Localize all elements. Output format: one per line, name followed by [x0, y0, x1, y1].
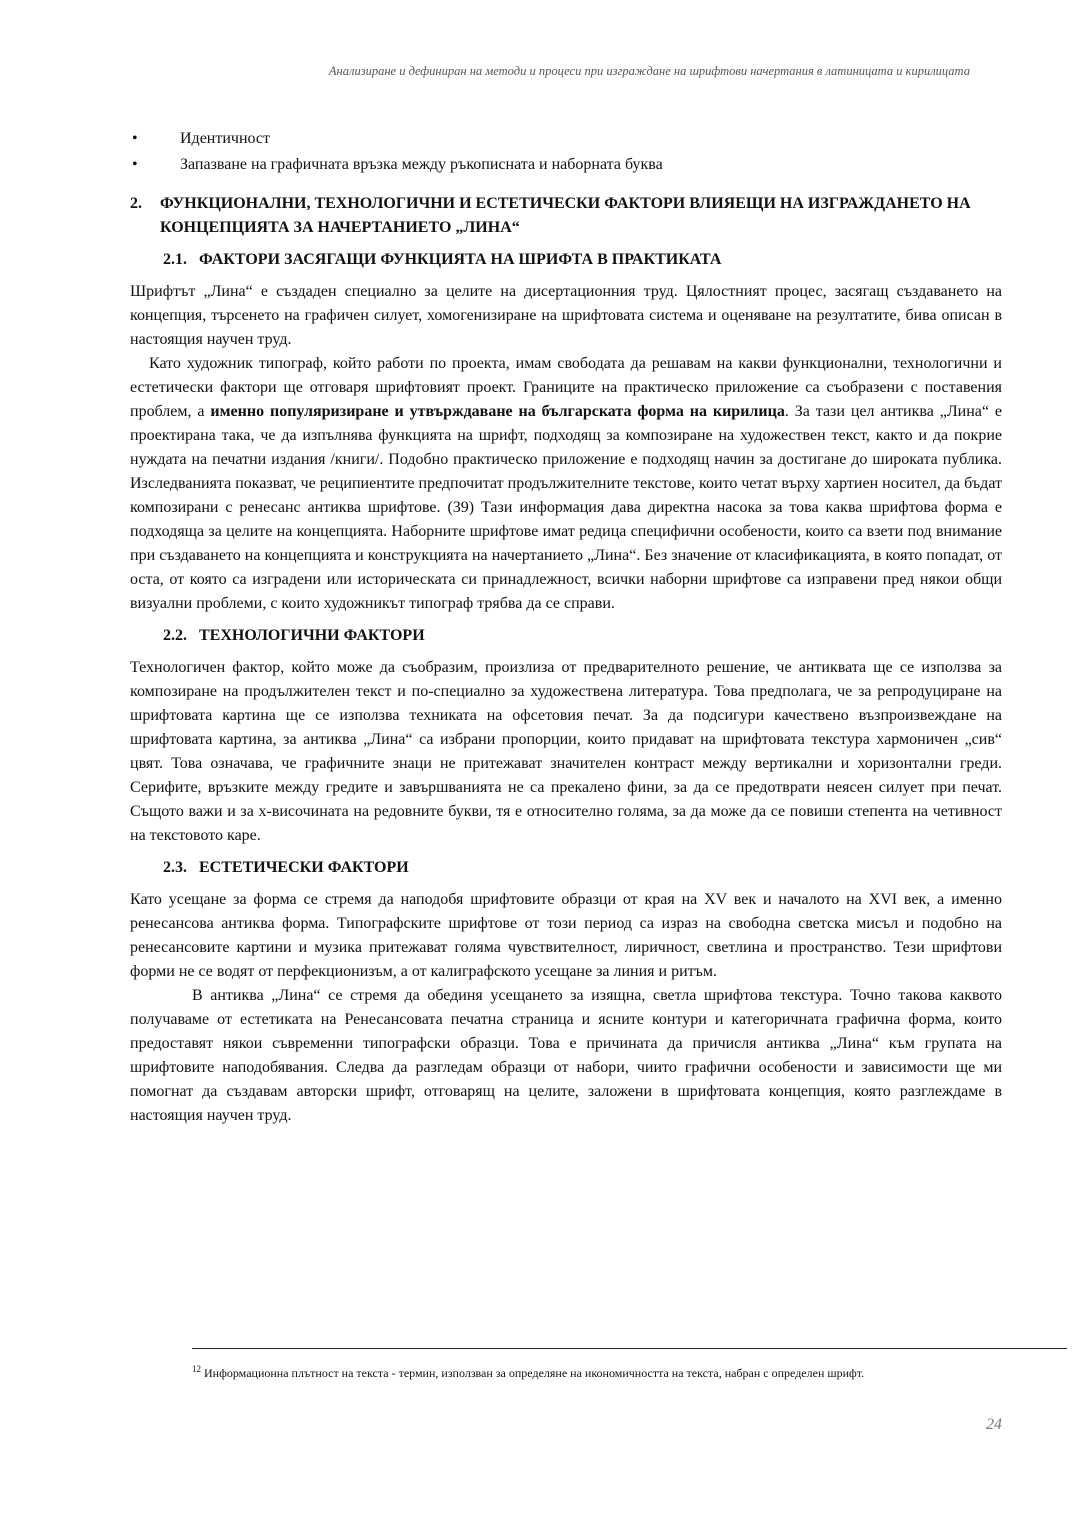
section-number: 2.2. [163, 627, 187, 644]
section-number: 2.1. [163, 251, 187, 268]
bullet-marker: • [132, 156, 138, 173]
footnote-text: Информационна плътност на текста - термин, използван за определяне на икономичността на текста, набран с определен шрифт. [201, 1366, 865, 1380]
bullet-text: Запазване на графичната връзка между ръкописната и наборната буква [180, 156, 663, 173]
bullet-text: Идентичност [180, 130, 271, 147]
section-2-2-heading [163, 624, 1002, 648]
section-number: 2.3. [163, 859, 187, 876]
section-title: ФАКТОРИ ЗАСЯГАЩИ ФУНКЦИЯТА НА ШРИФТА В ПРАКТИКАТА [199, 251, 722, 268]
list-item [130, 152, 1002, 178]
section-2-1-heading [163, 248, 1002, 272]
page-body [130, 126, 1002, 1128]
running-header: Анализиране и дефиниран на методи и процеси при изграждане на шрифтови начертания в латиницата и кирилицата [328, 64, 970, 78]
list-item [130, 126, 1002, 152]
paragraph [130, 352, 1002, 616]
paragraph-text: . За тази цел антиква „Лина“ е проектирана така, че да изпълнява функцията на шрифт, подходящ за композиране на художествен текст, както и да покрие нуждата на печатни издания /книги/. Подобно практическо приложение е подходящ начин за достигане до широката публика. Изследванията показват, че реципиентите предпочитат продължителните текстове, които четат върху хартиен носител, да бъдат композирани с ренесанс антиква шрифтове. (39) Тази информация дава директна насока за това каква шрифтова форма е подходяща за целите на концепцията. Наборните шрифтове имат редица специфични особености, които са взети под внимание при създаването на концепцията и конструкцията на начертанието „Лина“. Без значение от класификацията, в която попадат, от оста, от която са изградени или историческата си принадлежност, всички наборни шрифтове са изправени пред някои общи визуални проблеми, с които художникът типограф трябва да се справи. [130, 403, 1002, 612]
paragraph: В антиква „Лина“ се стремя да обединя усещането за изящна, светла шрифтова текстура. Точно такова каквото получаваме от естетиката на Ренесансовата печатна страница и ясните контури и категоричната графична форма, които предоставят някои съвременни типографски образци. Това е причината да причисля антиква „Лина“ към групата на шрифтовите наподобявания. Следва да разгледам образци от набори, чиито графични особености и зависимости ще ми помогнат да създавам авторски шрифт, отговарящ на целите, заложени в шрифтовата концепция, която разглеждаме в настоящия научен труд. [130, 987, 1002, 1124]
paragraph: Като усещане за форма се стремя да наподобя шрифтовите образци от края на XV век и началото на XVI век, а именно ренесансова антиква форма. Типографските шрифтове от този период са израз на свободна светска мисъл и подобно на ренесансовите картини и музика притежават голяма чувствителност, лиричност, светлина и пространство. Тези шрифтови форми не се водят от перфекционизъм, а от калиграфското усещане за линия и ритъм. [130, 891, 1002, 980]
footnote [130, 1361, 1002, 1385]
footnote-number: 12 [192, 1364, 201, 1374]
paragraph: Технологичен фактор, който може да съобразим, произлиза от предварителното решение, че антиквата ще се използва за композиране на продължителен текст и по-специално за художествена литература. Това предполага, че за репродуциране на шрифтовата картина ще се използва техниката на офсетовия печат. За да подсигури качествено възпроизвеждане на шрифтовата картина, за антиква „Лина“ са избрани пропорции, които придават на шрифтовата текстура хармоничен „сив“ цвят. Това означава, че графичните знаци не притежават значителен контраст между вертикални и хоризонтални греди. Серифите, връзките между гредите и завършванията не са прекалено фини, за да се предотврати неясен силует при печат. Същото важи и за x-височината на редовните букви, тя е относително голяма, за да може да се повиши степента на четивност на текстовото каре. [130, 659, 1002, 844]
paragraph-text: Като художник типограф, който работи по проекта, имам свободата да решавам на какви функционални, технологични и естетически фактори ще отговаря шрифтовият проект. Границите на практическо приложение са съобразени с поставения проблем, а [130, 355, 1002, 420]
section-number: 2. [130, 195, 142, 212]
paragraph: Шрифтът „Лина“ е създаден специално за целите на дисертационния труд. Цялостният процес, засягащ създаването на концепция, търсенето на графичен силует, хомогенизиране на шрифтовата система и оценяване на резултатите, бива описан в настоящия научен труд. [130, 283, 1002, 348]
emphasis-text: именно популяризиране и утвърждаване на българската форма на кирилица [210, 403, 785, 420]
section-title: ЕСТЕТИЧЕСКИ ФАКТОРИ [199, 859, 409, 876]
footnote-divider [192, 1348, 1067, 1349]
bullet-list [130, 126, 1002, 178]
bullet-marker: • [132, 130, 138, 147]
section-2-3-heading [163, 856, 1002, 880]
section-2-heading [130, 192, 1002, 240]
section-title: ФУНКЦИОНАЛНИ, ТЕХНОЛОГИЧНИ И ЕСТЕТИЧЕСКИ ФАКТОРИ ВЛИЯЕЩИ НА ИЗГРАЖДАНЕТО НА КОНЦЕПЦИЯТА ЗА НАЧЕРТАНИЕТО „ЛИНА“ [160, 195, 971, 236]
section-title: ТЕХНОЛОГИЧНИ ФАКТОРИ [199, 627, 425, 644]
page-number: 24 [986, 1416, 1002, 1433]
